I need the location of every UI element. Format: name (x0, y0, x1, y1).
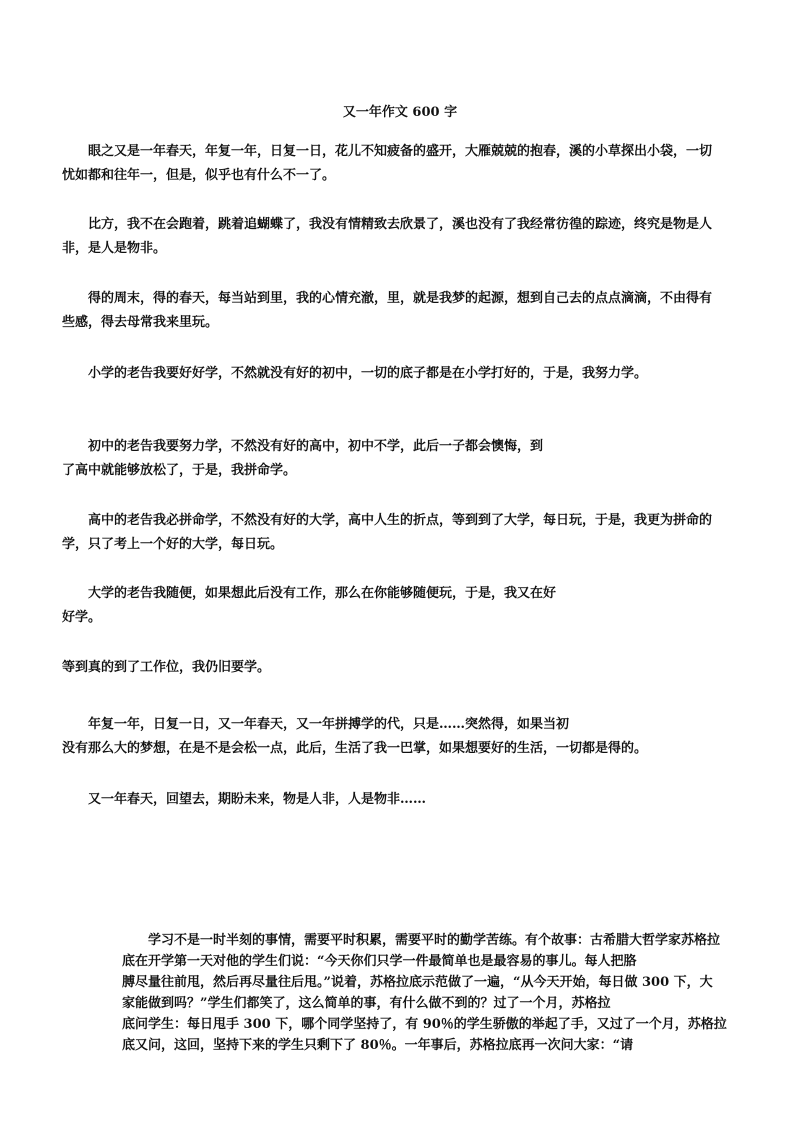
paragraph-5 (62, 435, 742, 483)
paragraph-10 (62, 788, 742, 812)
paragraph-line: 等到真的到了工作位，我仍旧要学。 (62, 660, 271, 675)
paragraph-8 (62, 656, 742, 680)
paragraph-7 (62, 582, 742, 630)
paragraph-line: 初中的老告我要努力学，不然没有好的高中，初中不学，此后一子都会懊悔，到 (88, 439, 544, 454)
passage-line: 底又问，这回，坚持下来的学生只剩下了 80％。一年事后，苏格拉底再一次问大家：“请 (122, 1038, 634, 1053)
passage-line: 膊尽量往前甩，然后再尽量往后甩。”说着，苏格拉底示范做了一遍，“从今天开始，每日做 300 下，大 (122, 975, 713, 990)
paragraph-6 (62, 509, 742, 557)
extra-passage (122, 930, 727, 1056)
paragraph-line: 非，是人是物非。 (62, 241, 167, 256)
paragraph-line: 比方，我不在会跑着，跳着追蝴蝶了，我没有情精致去欣景了，溪也没有了我经常彷徨的踪迹，终究是物是人 (88, 217, 713, 232)
paragraph-2 (62, 213, 742, 261)
document-title: 又一年作文 600 字 (342, 105, 458, 120)
paragraph-line: 大学的老告我随便，如果想此后没有工作，那么在你能够随便玩，于是，我又在好 (88, 586, 557, 601)
paragraph-line: 小学的老告我要好好学，不然就没有好的初中，一切的底子都是在小学打好的，于是，我努力学。 (88, 366, 648, 381)
paragraph-line: 又一年春天，回望去，期盼未来，物是人非，人是物非…… (88, 792, 427, 807)
passage-line: 家能做到吗？”学生们都笑了，这么简单的事，有什么做不到的？过了一个月，苏格拉 (122, 996, 611, 1011)
paragraph-1 (62, 140, 742, 188)
paragraph-line: 眼之又是一年春天，年复一年，日复一日，花儿不知疲备的盛开，大雁兢兢的抱春，溪的小草探出小袋，一切 (88, 144, 713, 159)
paragraph-line: 年复一年，日复一日，又一年春天，又一年拼搏学的代，只是……突然得，如果当初 (88, 717, 570, 732)
passage-line: 底在开学第一天对他的学生们说：“今天你们只学一件最简单也是最容易的事儿。每人把胳 (122, 954, 637, 969)
passage-line: 学习不是一时半刻的事情，需要平时积累，需要平时的勤学苦练。有个故事：古希腊大哲学家苏格拉 (148, 933, 721, 948)
paragraph-line: 忧如都和往年一，但是，似乎也有什么不一了。 (62, 168, 336, 183)
paragraph-line: 没有那么大的梦想，在是不是会松一点，此后，生活了我一巴掌，如果想要好的生活，一切都是得的。 (62, 741, 648, 756)
paragraph-9 (62, 713, 742, 761)
paragraph-line: 好学。 (62, 610, 102, 625)
paragraph-line: 得的周末，得的春天，每当站到里，我的心情充澈，里，就是我梦的起源，想到自己去的点点滴滴，不由得有 (88, 291, 713, 306)
paragraph-line: 高中的老告我必拼命学，不然没有好的大学，高中人生的折点，等到到了大学，每日玩，于是，我更为拼命的 (88, 513, 713, 528)
paragraph-line: 些感，得去母常我来里玩。 (62, 315, 219, 330)
paragraph-line: 了高中就能够放松了，于是，我拼命学。 (62, 463, 297, 478)
paragraph-line: 学，只了考上一个好的大学，每日玩。 (62, 537, 284, 552)
paragraph-4 (62, 362, 742, 386)
paragraph-3 (62, 287, 742, 335)
passage-line: 底问学生：每日甩手 300 下，哪个同学坚持了，有 90％的学生骄傲的举起了手，又过了一个月，苏格拉 (122, 1017, 727, 1032)
